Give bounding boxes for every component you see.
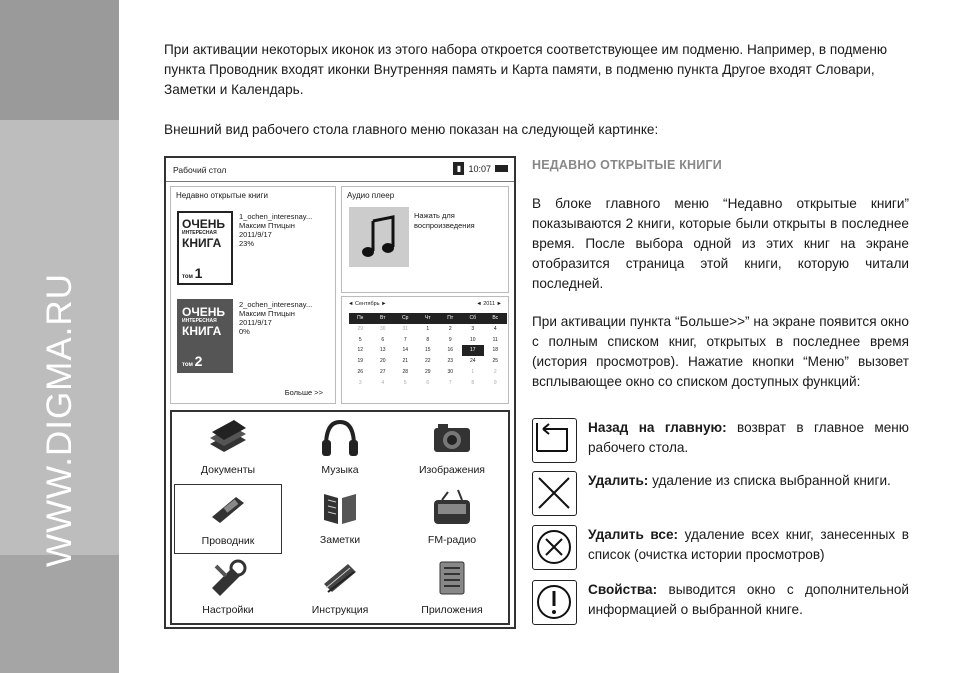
function-delete-all [532,525,909,571]
book-progress: 0% [239,327,250,336]
function-delete [532,471,909,517]
calendar-day[interactable]: 30 [379,325,386,332]
app-label: FM-радио [427,534,477,546]
calendar-panel [341,296,509,404]
calendar-week [349,378,507,389]
calendar-weekday: Сб [462,313,485,324]
calendar-weekday: Чт [417,313,440,324]
sidebar-bottom-block [0,555,119,673]
calendar-day[interactable]: 29 [357,325,364,332]
recent-books-title: Недавно открытые книги [176,191,269,200]
calendar-weekday: Ср [394,313,417,324]
calendar-day[interactable]: 10 [469,336,476,343]
cross-icon [532,471,577,516]
fm-radio-icon [430,488,474,528]
watermark: WWW.DIGMA.RU [40,273,79,567]
calendar-year[interactable]: ◄ 2011 ► [476,301,502,307]
app-label: Проводник [201,535,255,547]
cover-title-mid: ИНТЕРЕСНАЯ [182,230,217,236]
calendar-day[interactable]: 1 [426,325,430,332]
calendar-day[interactable]: 9 [493,379,497,386]
calendar-day[interactable]: 2 [448,325,452,332]
calendar-day[interactable]: 29 [424,368,431,375]
book-file: 2_ochen_interesnay... [239,300,313,309]
calendar-day[interactable]: 7 [448,379,452,386]
calendar-week [349,356,507,367]
device-status [453,162,508,175]
back-arrow-icon [532,418,577,463]
calendar-day[interactable]: 3 [358,379,362,386]
book-file: 1_ochen_interesnay... [239,212,313,221]
apps-grid [170,410,510,625]
book-date: 2011/9/17 [239,318,272,327]
calendar-day[interactable]: 23 [447,358,454,365]
calendar-day[interactable]: 17 [462,345,485,356]
paragraph-more: При активации пункта “Больше>>” на экране появится окно с полным списком книг, открытых в последнее время (история просмотров). Нажатие кнопки “Меню” вызовет всплывающее окно со списком доступных функций: [532,314,909,389]
calendar-weekday: Пт [439,313,462,324]
book-info-1[interactable] [239,212,312,248]
calendar-day[interactable]: 7 [403,336,407,343]
book-author: Максим Птицын [239,221,295,230]
calendar-day[interactable]: 9 [448,336,452,343]
function-properties [532,580,909,626]
calendar-day[interactable]: 5 [403,379,407,386]
audio-hint: Нажать для воспроизведения [414,211,475,230]
device-time: 10:07 [468,163,491,174]
cover-title-top: ОЧЕНЬ [182,217,226,231]
app-label: Музыка [321,464,359,476]
calendar-day[interactable]: 13 [379,347,386,354]
calendar-day[interactable]: 14 [402,347,409,354]
cover-title-mid: ИНТЕРЕСНАЯ [182,318,217,324]
calendar-day[interactable]: 26 [357,368,364,375]
calendar-day[interactable]: 20 [379,358,386,365]
calendar-day[interactable]: 16 [447,347,454,354]
book-cover-2[interactable] [177,299,233,373]
circle-cross-icon [532,525,577,570]
cover-title-bottom: КНИГА [182,324,222,338]
book-status-icon: ▮ [453,162,464,175]
calendar-day[interactable]: 12 [357,347,364,354]
calendar-day[interactable]: 6 [381,336,385,343]
sidebar-top-block [0,0,119,120]
app-explorer[interactable] [174,484,282,554]
cover-volume: том 2 [182,353,203,369]
app-label: Приложения [421,604,483,616]
more-button[interactable]: Больше >> [284,388,323,397]
notes-icon [318,488,362,528]
sidebar [0,0,119,673]
app-fm-radio[interactable] [398,484,506,554]
calendar-day[interactable]: 25 [492,358,499,365]
settings-icon [206,558,250,598]
app-manual[interactable] [286,554,394,624]
app-label: Изображения [419,464,485,476]
explorer-icon [206,489,250,529]
app-label: Документы [200,464,256,476]
app-label: Заметки [319,534,361,546]
app-music[interactable] [286,414,394,484]
calendar-day[interactable]: 4 [381,379,385,386]
paragraph-recent: В блоке главного меню “Недавно открытые книги” показываются 2 книги, которые были открыты в последнее время. После выбора одной из этих книг на экране отобразится страница этой книги, которую читали последней. [532,196,909,291]
app-applications[interactable] [398,554,506,624]
calendar-week [349,367,507,378]
calendar-weekday: Пн [349,313,372,324]
intro-paragraph-2: Внешний вид рабочего стола главного меню показан на следующей картинке: [164,122,659,137]
section-heading: НЕДАВНО ОТКРЫТЫЕ КНИГИ [532,158,722,172]
calendar-day[interactable]: 3 [471,325,475,332]
calendar-day[interactable]: 2 [493,368,497,375]
app-settings[interactable] [174,554,282,624]
function-back-text: Назад на главную: возврат в главное меню рабочего стола. [588,420,909,455]
calendar-day[interactable]: 6 [426,379,430,386]
recent-books-panel [170,186,336,404]
calendar-day[interactable]: 11 [492,336,498,343]
exclamation-icon [532,580,577,625]
calendar-header [342,297,508,311]
calendar-day[interactable]: 22 [424,358,431,365]
calendar-day[interactable]: 18 [492,347,499,354]
calendar-day[interactable]: 28 [402,368,409,375]
cover-title-bottom: КНИГА [182,236,222,250]
intro-paragraph: При активации некоторых иконок из этого набора откроется соответствующее им подменю. Например, в подменю пункта Проводник входят иконки Внутренняя память и Карта памяти, в подменю пункта Другое входят Словари, Заметки и Календарь. [164,42,888,97]
calendar-day[interactable]: 1 [471,368,475,375]
calendar-weekday: Вс [484,313,507,324]
audio-player-title: Аудио плеер [347,191,395,200]
app-label: Инструкция [311,604,369,616]
calendar-day[interactable]: 8 [471,379,475,386]
app-documents[interactable] [174,414,282,484]
audio-player-panel[interactable] [341,186,509,293]
calendar-day[interactable]: 31 [402,325,409,332]
function-back [532,418,909,464]
function-delete-text: Удалить: удаление из списка выбранной книги. [588,473,891,488]
music-icon [318,418,362,458]
device-screen [164,156,516,629]
function-delete-all-text: Удалить все: удаление всех книг, занесенных в список (очистка истории просмотров) [588,527,909,562]
calendar-weekday: Вт [372,313,395,324]
book-date: 2011/9/17 [239,230,272,239]
applications-icon [430,558,474,598]
cover-volume: том 1 [182,265,203,281]
calendar-day[interactable]: 24 [469,358,476,365]
function-properties-text: Свойства: выводится окно с дополнительной информацией о выбранной книге. [588,582,909,617]
book-info-2[interactable] [239,300,312,336]
app-label: Настройки [202,604,254,616]
calendar-day[interactable]: 8 [426,336,430,343]
book-author: Максим Птицын [239,309,295,318]
calendar-week [349,335,507,346]
calendar-month[interactable]: ◄ Сентябрь ► [348,301,387,307]
app-notes[interactable] [286,484,394,554]
calendar-day[interactable]: 30 [447,368,454,375]
music-note-icon [349,207,409,267]
calendar-grid [349,313,507,389]
manual-icon [318,558,362,598]
calendar-week [349,345,507,356]
battery-icon [495,165,508,172]
calendar-weekdays [349,313,507,324]
images-icon [430,418,474,458]
app-images[interactable] [398,414,506,484]
calendar-day[interactable]: 27 [379,368,386,375]
cover-title-top: ОЧЕНЬ [182,305,226,319]
device-title: Рабочий стол [173,165,227,175]
documents-icon [206,418,250,458]
calendar-day[interactable]: 15 [424,347,431,354]
book-progress: 23% [239,239,255,248]
calendar-day[interactable]: 19 [357,358,364,365]
calendar-day[interactable]: 4 [493,325,497,332]
calendar-week [349,324,507,335]
book-cover-1[interactable] [177,211,233,285]
calendar-day[interactable]: 5 [358,336,362,343]
calendar-day[interactable]: 21 [402,358,409,365]
